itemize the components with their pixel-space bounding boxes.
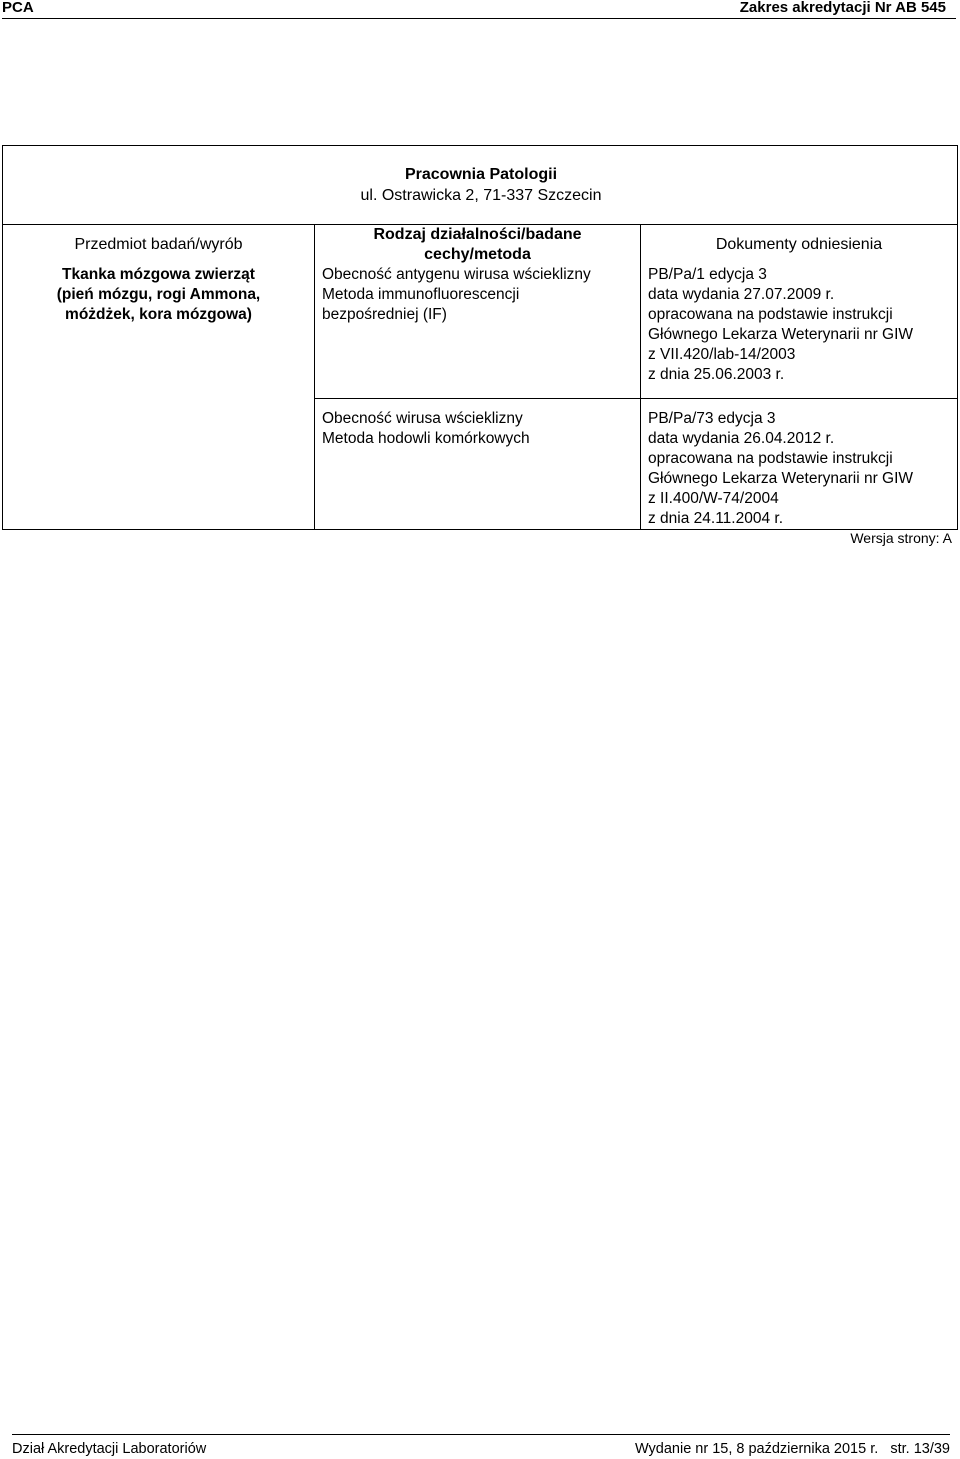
row2-activity: Obecność wirusa wścieklizny Metoda hodowli komórkowych <box>322 410 530 447</box>
footer-edition: Wydanie nr 15, 8 października 2015 r. str. 13/39 <box>634 1441 950 1457</box>
divider-col1 <box>314 224 315 530</box>
row1-documents: PB/Pa/1 edycja 3 data wydania 27.07.2009 r. opracowana na podstawie instrukcji Głównego Lekarza Weterynarii nr GIW z VII.420/lab-14/2003 z dnia 25.06.2003 r. <box>648 266 914 383</box>
header-scope-title: Zakres akredytacji Nr AB 545 <box>739 0 946 16</box>
header-activity: Rodzaj działalności/badane cechy/metoda <box>373 226 582 263</box>
footer-department: Dział Akredytacji Laboratoriów <box>12 1441 207 1457</box>
accreditation-table <box>2 145 958 530</box>
page-version: Wersja strony: A <box>850 530 952 546</box>
header-org: PCA <box>2 0 34 16</box>
page-footer <box>12 1434 950 1457</box>
divider-row <box>314 398 957 399</box>
header-subject: Przedmiot badań/wyrób <box>74 236 243 253</box>
row2-documents: PB/Pa/73 edycja 3 data wydania 26.04.2012 r. opracowana na podstawie instrukcji Głównego Lekarza Weterynarii nr GIW z II.400/W-74/2004 z dnia 24.11.2004 r. <box>648 410 914 527</box>
page-header <box>2 0 956 19</box>
subject-text: Tkanka mózgowa zwierząt (pień mózgu, rogi Ammona, móżdżek, kora mózgowa) <box>56 266 261 323</box>
lab-title <box>3 164 959 206</box>
row1-activity: Obecność antygenu wirusa wścieklizny Metoda immunofluorescencji bezpośredniej (IF) <box>322 266 591 323</box>
divider-col2 <box>640 224 641 530</box>
lab-name: Pracownia Patologii <box>404 166 558 183</box>
header-documents: Dokumenty odniesienia <box>715 236 883 253</box>
lab-address: ul. Ostrawicka 2, 71-337 Szczecin <box>360 187 602 204</box>
